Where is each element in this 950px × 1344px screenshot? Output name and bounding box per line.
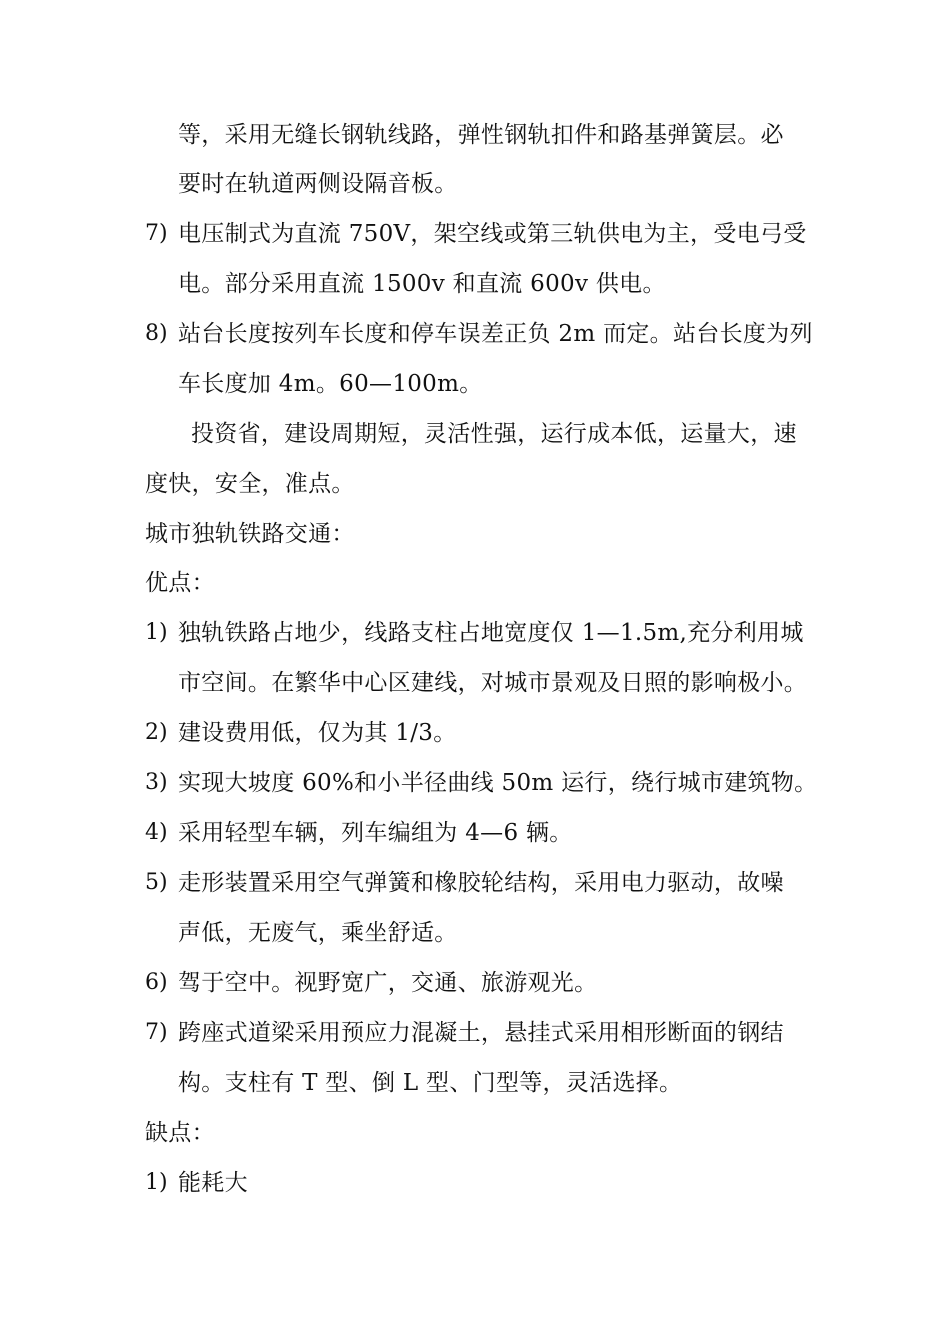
text-line: 电。部分采用直流 1500v 和直流 600v 供电。: [178, 271, 666, 297]
text-line: 车长度加 4m。60—100m。: [178, 371, 483, 397]
text-line: 采用轻型车辆，列车编组为 4—6 辆。: [178, 820, 573, 846]
section-heading: 优点：: [145, 570, 215, 596]
text-line: 市空间。在繁华中心区建线，对城市景观及日照的影响极小。: [178, 670, 808, 696]
list-number: 4): [145, 820, 168, 845]
list-number: 6): [145, 970, 168, 995]
text-line: 电压制式为直流 750V，架空线或第三轨供电为主，受电弓受: [178, 221, 807, 247]
text-line: 独轨铁路占地少，线路支柱占地宽度仅 1—1.5m,充分利用城: [178, 620, 804, 646]
list-number: 3): [145, 770, 168, 795]
list-number: 7): [145, 1020, 168, 1045]
text-line: 能耗大: [178, 1170, 248, 1196]
text-line: 实现大坡度 60%和小半径曲线 50m 运行，绕行城市建筑物。: [178, 770, 818, 796]
section-heading: 城市独轨铁路交通：: [145, 521, 355, 547]
text-line: 站台长度按列车长度和停车误差正负 2m 而定。站台长度为列: [178, 321, 813, 347]
list-number: 5): [145, 870, 168, 895]
text-line: 声低，无废气，乘坐舒适。: [178, 920, 458, 946]
text-line: 等，采用无缝长钢轨线路，弹性钢轨扣件和路基弹簧层。必: [178, 122, 784, 148]
list-number: 7): [145, 221, 168, 246]
list-number: 8): [145, 321, 168, 346]
text-line: 驾于空中。视野宽广，交通、旅游观光。: [178, 970, 598, 996]
text-line: 度快，安全，准点。: [145, 471, 355, 497]
list-number: 1): [145, 620, 168, 645]
text-line: 走形装置采用空气弹簧和橡胶轮结构，采用电力驱动，故噪: [178, 870, 784, 896]
text-line: 建设费用低，仅为其 1/3。: [178, 720, 457, 746]
list-number: 2): [145, 720, 168, 745]
list-number: 1): [145, 1170, 168, 1195]
text-line: 投资省，建设周期短，灵活性强，运行成本低，运量大，速: [191, 421, 797, 447]
text-line: 要时在轨道两侧设隔音板。: [178, 171, 458, 197]
text-line: 构。支柱有 T 型、倒 L 型、门型等，灵活选择。: [178, 1070, 683, 1096]
section-heading: 缺点：: [145, 1120, 215, 1146]
text-line: 跨座式道梁采用预应力混凝土，悬挂式采用相形断面的钢结: [178, 1020, 784, 1046]
